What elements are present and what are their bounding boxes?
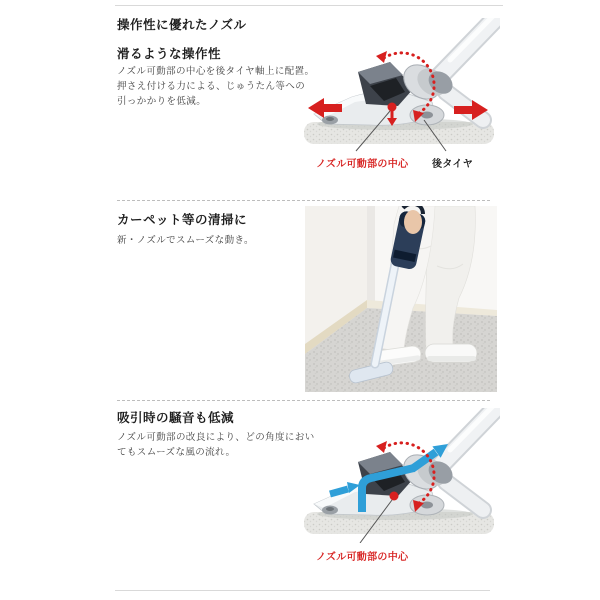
- top-border-line: [115, 5, 503, 6]
- vacuum-usage-photo-art: [305, 206, 497, 392]
- section-body-operability: [117, 64, 314, 109]
- nozzle-motion-figure: [300, 18, 500, 178]
- body-line: ノズル可動部の改良により、どの角度におい: [117, 432, 315, 443]
- section-title-operability: 操作性に優れたノズル: [117, 18, 247, 32]
- hand: [404, 210, 422, 234]
- body-line: 新・ノズルでスムーズな動き。: [117, 235, 254, 246]
- pivot-center-label: ノズル可動部の中心: [316, 159, 409, 170]
- body-line: 引っかかりを低減。: [117, 96, 207, 107]
- nozzle-airflow-art: [300, 408, 500, 543]
- pivot-center-dot-icon: [390, 492, 399, 501]
- body-line: 押さえ付ける力による、じゅうたん等への: [117, 81, 306, 92]
- nozzle-airflow-figure: [300, 408, 500, 568]
- rear-tire-label: 後タイヤ: [432, 159, 473, 170]
- bottom-border-line: [115, 590, 490, 591]
- section-divider: [117, 400, 490, 401]
- section-title-noise: 吸引時の騒音も低減: [117, 411, 235, 425]
- section-subtitle-operability: 滑るような操作性: [117, 47, 222, 61]
- section-body-carpet: [117, 233, 254, 248]
- section-divider: [117, 200, 490, 201]
- body-line: てもスムーズな風の流れ。: [117, 447, 236, 458]
- vacuum-usage-photo: [305, 206, 497, 392]
- section-body-noise: [117, 430, 315, 460]
- section-title-carpet: カーペット等の清掃に: [117, 213, 248, 227]
- body-line: ノズル可動部の中心を後タイヤ軸上に配置。: [117, 66, 315, 77]
- pivot-center-label: ノズル可動部の中心: [316, 552, 409, 563]
- nozzle-motion-art: [300, 18, 500, 153]
